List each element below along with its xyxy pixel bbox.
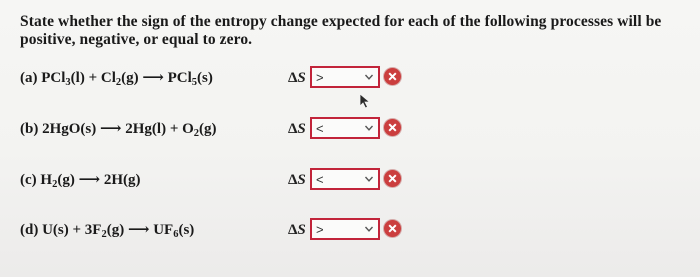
close-icon <box>384 68 401 85</box>
entropy-sign-select-a[interactable] <box>310 66 380 88</box>
subscript: 6 <box>173 229 179 240</box>
chevron-down-icon <box>364 123 374 133</box>
subscript: 2 <box>52 179 58 190</box>
close-icon <box>384 170 401 187</box>
selected-value: > <box>316 70 324 85</box>
reaction-equation-d <box>20 220 194 240</box>
delta-s-label: ΔS <box>288 172 306 188</box>
selected-value: > <box>316 222 324 237</box>
subscript: 2 <box>115 77 122 88</box>
question-item-a <box>20 66 680 90</box>
chevron-down-icon <box>364 72 374 82</box>
close-icon <box>384 119 401 136</box>
subscript: 2 <box>193 128 200 139</box>
reaction-equation-a <box>20 68 213 88</box>
subscript: 5 <box>191 77 198 88</box>
subscript: 2 <box>101 229 107 240</box>
reaction-text: (c) H <box>20 172 53 188</box>
question-item-d <box>20 218 680 242</box>
reaction-text: (g) <box>199 121 217 137</box>
question-item-b <box>20 117 680 141</box>
close-icon <box>384 220 401 237</box>
reaction-text: (g) ⟶ PCl <box>121 70 192 86</box>
reaction-text: (b) 2HgO(s) ⟶ 2Hg(l) + O <box>20 121 194 137</box>
question-prompt: State whether the sign of the entropy change expected for each of the following processes will be positive, negative, or equal to zero. <box>20 13 662 48</box>
reaction-text: (a) PCl <box>20 70 66 86</box>
subscript: 3 <box>65 77 71 88</box>
reaction-equation-b <box>20 119 217 139</box>
cursor-icon <box>359 93 373 109</box>
selected-value: < <box>316 121 324 136</box>
reaction-text: (l) + Cl <box>70 70 116 86</box>
entropy-sign-select-d[interactable] <box>310 218 380 240</box>
chevron-down-icon <box>364 224 374 234</box>
delta-s-label: ΔS <box>288 222 306 238</box>
reaction-text: (s) <box>197 70 213 86</box>
reaction-equation-c <box>20 170 140 190</box>
reaction-text: (g) ⟶ UF <box>106 222 174 238</box>
question-item-c <box>20 168 680 192</box>
chevron-down-icon <box>364 174 374 184</box>
delta-s-label: ΔS <box>288 70 306 86</box>
reaction-text: (s) <box>178 222 195 238</box>
reaction-text: (d) U(s) + 3F <box>20 222 102 238</box>
delta-s-label: ΔS <box>288 121 306 137</box>
selected-value: < <box>316 172 324 187</box>
reaction-text: (g) ⟶ 2H(g) <box>57 172 141 188</box>
entropy-sign-select-b[interactable] <box>310 117 380 139</box>
entropy-sign-select-c[interactable] <box>310 168 380 190</box>
